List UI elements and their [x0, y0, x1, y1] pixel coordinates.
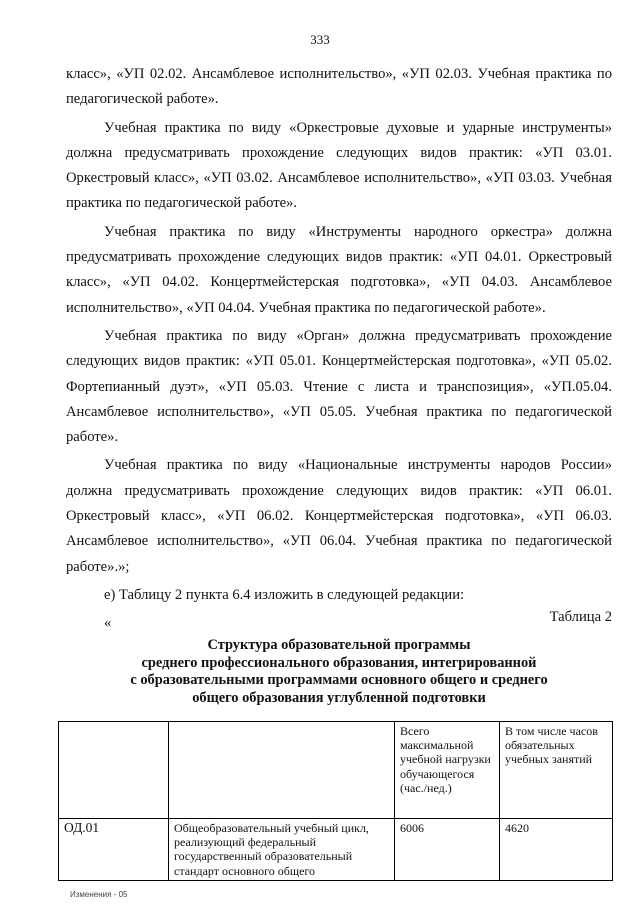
table-label: Таблица 2 [549, 609, 612, 625]
structure-table [58, 721, 613, 881]
paragraph-national-instruments: Учебная практика по виду «Национальные инструменты народов России» должна предусматривать прохождение следующих видов практик: «УП 06.01. Оркестровый класс», «УП 06.02. Концертмейстерская подготовка», «УП 06.03. Ансамблевое исполнительство», «УП 06.04. Учебная практика по педагогической работе».»; [66, 457, 612, 575]
header-cell-code [59, 722, 169, 819]
cell-name: Общеобразовательный учебный цикл, реализующий федеральный государственный образовательный стандарт основного общего [169, 819, 395, 881]
paragraph-table-amendment: е) Таблицу 2 пункта 6.4 изложить в следующей редакции: [104, 586, 465, 603]
header-cell-name [169, 722, 395, 819]
table-title [66, 637, 612, 707]
title-line: общего образования углубленной подготовки [192, 689, 486, 706]
cell-code: ОД.01 [59, 819, 169, 881]
opening-quote: « [104, 615, 112, 632]
paragraph-orchestral-wind: Учебная практика по виду «Оркестровые духовые и ударные инструменты» должна предусматривать прохождение следующих видов практик: «УП 03.01. Оркестровый класс», «УП 03.02. Ансамблевое исполнительство», «УП 03.03. Учебная практика по педагогической работе». [66, 119, 612, 212]
cell-total: 6006 [395, 819, 500, 881]
title-line: Структура образовательной программы [207, 637, 471, 653]
paragraph-organ: Учебная практика по виду «Орган» должна предусматривать прохождение следующих видов практик: «УП 05.01. Концертмейстерская подготовка», «УП 05.02. Фортепианный дуэт», «УП 05.03. Чтение с листа и транспозиция», «УП.05.04. Ансамблевое исполнительство», «УП 05.05. Учебная практика по педагогической работе». [66, 327, 612, 446]
header-cell-total-load: Всего максимальной учебной нагрузки обучающегося (час./нед.) [395, 722, 500, 819]
title-line: с образовательными программами основного общего и среднего [130, 672, 548, 688]
footer-note: Изменения - 05 [70, 890, 128, 899]
document-body [66, 62, 612, 640]
page-number: 333 [310, 32, 330, 47]
paragraph-folk-orchestra: Учебная практика по виду «Инструменты народного оркестра» должна предусматривать прохождение следующих видов практик: «УП 04.01. Оркестровый класс», «УП 04.02. Концертмейстерская подготовка», «УП 04.03. Ансамблевое исполнительство», «УП 04.04. Учебная практика по педагогической работе». [66, 223, 612, 316]
table-header-row [59, 722, 613, 819]
paragraph-continuation: класс», «УП 02.02. Ансамблевое исполнительство», «УП 02.03. Учебная практика по педагогической работе». [66, 66, 612, 108]
table-row [59, 819, 613, 881]
cell-mandatory: 4620 [500, 819, 613, 881]
title-line: среднего профессионального образования, интегрированной [141, 654, 537, 671]
header-cell-mandatory-hours: В том числе часов обязательных учебных занятий [500, 722, 613, 819]
